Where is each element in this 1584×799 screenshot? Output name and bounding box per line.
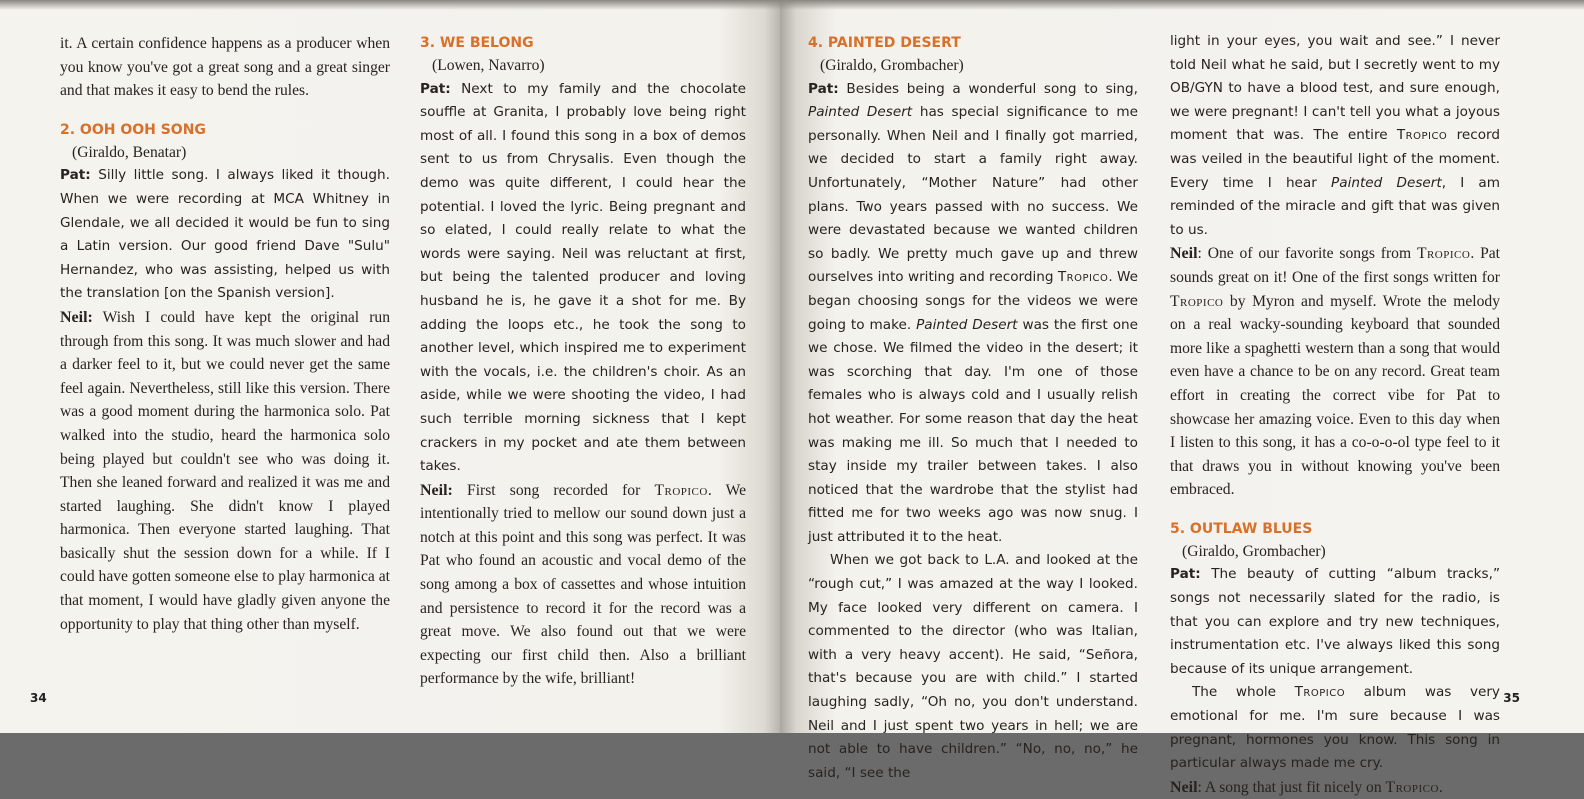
neil-comment-text: : A song that just fit nicely on [1197, 778, 1386, 796]
album-title-tropico: Tropico [1396, 127, 1448, 144]
neil-comment-text: : One of our favorite songs from [1197, 245, 1417, 263]
album-title-tropico: Tropico [1294, 684, 1346, 701]
song-heading-painted-desert: 4. PAINTED DESERT [808, 35, 961, 51]
speaker-label-pat: Pat: [420, 80, 451, 97]
pat-comment-text: Silly little song. I always liked it though. When we were recording at MCA Whitney in Glendale, we all decided it would be fun to sing a Latin version. Our good friend Dave "Sulu" Hernandez, who was assisting, helped us with the translation [on the Spanish version]. [60, 167, 390, 302]
album-title-tropico: Tropico [1057, 269, 1109, 286]
left-page [0, 0, 780, 733]
speaker-label-pat: Pat: [60, 167, 91, 184]
neil-comment-text: . We intentionally tried to mellow our sound down just a notch at this point and this song was perfect. It was Pat who found an acoustic and vocal demo of the song among a box of cassettes and whose intuition and persistence to record it for the record was a great move. We also found out that we were expecting our first child then. Also a brilliant performance by the wife, brilliant! [420, 481, 746, 688]
album-title-tropico: Tropico [654, 481, 708, 499]
page-number-right: 35 [1503, 691, 1520, 705]
neil-comment [420, 479, 746, 691]
neil-comment [1170, 242, 1500, 502]
speaker-label-pat: Pat: [1170, 566, 1201, 583]
pat-comment-text: Next to my family and the chocolate souffle at Granita, I probably love being right most of all. I found this song in a box of demos sent to us from Chrysalis. Even though the demo was quite different, I could hear the potential. I loved the lyric. Being pregnant and so elated, I could really relate to what the words were saying. Neil was reluctant at first, but being the talented producer and loving husband he is, he gave it a shot for me. By adding the loops etc., he took the song to another level, which inspired me to experiment with the vocals, i.e. the children's choir. As an aside, while we were shooting the video, I had such terrible morning sickness that I kept crackers in my pocket and ate them between takes. [420, 80, 746, 475]
right-page [780, 0, 1584, 796]
pat-comment-continued: When we got back to L.A. and looked at the “rough cut,” I was amazed at the way I looked. My face looked very different on camera. I commented to the director (who was Italian, with a very heavy accent). He said, “Señora, that's because you are with child.” I started laughing sadly, “Oh no, you don't understand. Neil and I just spent two years in hell; we are not able to have children.” “No, no, no,” he said, “I see the [808, 552, 1138, 781]
neil-comment-text: First song recorded for [452, 481, 655, 499]
neil-comment-text: Wish I could have kept the original run through from this song. It was much slower and had a darker feel to it, but we could never get the same feel again. Nevertheless, still like this version. There was a good moment during the harmonica solo. Pat walked into the studio, heard the harmonica solo being played but couldn't see who was doing it. Then she leaned forward and realized it was me and started laughing. She didn't know I played harmonica. Then everyone started laughing. That basically shut the session down for a while. If I could have gotten someone else to play harmonica at that moment, I would have gladly given anyone the opportunity to play that thing other than myself. [60, 308, 390, 633]
pat-comment-text: light in your eyes, you wait and see.” I never told Neil what he said, but I secretly went to my OB/GYN to have a blood test, and sure enough, we were pregnant! I can't tell you what a joyous moment that was. The entire [1170, 33, 1500, 144]
album-title-tropico: Tropico [1170, 292, 1224, 310]
neil-comment [60, 306, 390, 636]
speaker-label-pat: Pat: [808, 80, 839, 97]
song-heading-we-belong: 3. WE BELONG [420, 35, 534, 51]
neil-comment-text: . Pat sounds great on it! One of the first songs written for [1170, 245, 1500, 286]
song-title-painted-desert: Painted Desert [916, 316, 1018, 333]
song-heading-outlaw-blues: 5. OUTLAW BLUES [1170, 520, 1313, 537]
song-credit: (Giraldo, Benatar) [72, 143, 187, 161]
song-credit: (Lowen, Navarro) [432, 57, 545, 74]
pat-comment-text: The beauty of cutting “album tracks,” songs not necessarily slated for the radio, is that you can explore and try new techniques, instrumentation etc. I've always liked this song because of its unique arrangement. [1170, 566, 1500, 677]
pat-comment [808, 78, 1138, 550]
left-column-1 [60, 32, 390, 636]
pat-comment-text: Besides being a wonderful song to sing, [838, 80, 1138, 97]
pat-comment-continued [1170, 30, 1500, 242]
pat-comment [420, 78, 746, 479]
neil-comment-text: . [1438, 778, 1443, 796]
pat-comment-text: has special significance to me personally. When Neil and I finally got married, we decided to start a family right away. Unfortunately, “Mother Nature” had other plans. Two years passed with no success. We were devastated because we wanted children so badly. We pretty much gave up and threw ourselves into writing and recording [808, 104, 1138, 286]
scan-shadow [0, 0, 1584, 10]
left-column-2 [420, 32, 746, 691]
right-column-2 [1170, 30, 1500, 799]
speaker-label-neil: Neil: [420, 481, 453, 499]
speaker-label-neil: Neil [1170, 778, 1198, 796]
right-column-1 [808, 32, 1138, 785]
pat-comment-text: The whole [1192, 684, 1295, 701]
pat-comment-text: album was very emotional for me. I'm sure because I was pregnant, hormones you know. This song in particular always made me cry. [1170, 684, 1500, 772]
pat-comment [1170, 563, 1500, 681]
song-title-painted-desert: Painted Desert [808, 104, 913, 121]
pat-comment-text: , I am reminded of the miracle and gift that was given to us. [1170, 174, 1500, 238]
song-heading-ooh-ooh-song: 2. OOH OOH SONG [60, 121, 206, 138]
speaker-label-neil: Neil [1170, 245, 1198, 263]
pat-comment [60, 164, 390, 306]
pat-comment-text: was the first one we chose. We filmed the video in the desert; it was scorching that day. I'm one of those females who is always cold and I usually relish hot weather. For some reason that day the heat was making me ill. So much that I needed to stay inside my trailer between takes. I also noticed that the wardrobe that the stylist had fitted me for two weeks ago was now snug. I just attributed it to the heat. [808, 316, 1138, 545]
page-number-left: 34 [30, 691, 47, 705]
pat-comment-continued [1170, 681, 1500, 775]
song-title-painted-desert: Painted Desert [1331, 174, 1442, 191]
song-credit: (Giraldo, Grombacher) [1182, 542, 1326, 560]
pat-comment-text: record was veiled in the beautiful light of the moment. Every time I hear [1170, 127, 1500, 191]
album-title-tropico: Tropico [1416, 245, 1471, 263]
pat-comment-text: . We began choosing songs for the videos we were going to make. [808, 269, 1139, 333]
album-title-tropico: Tropico [1385, 778, 1439, 796]
neil-comment-text: by Myron and myself. Wrote the melody on a real wacky-sounding keyboard that sounded more like a spaghetti western than a song that would even have a chance to be on any record. Great team effort in creating the correct vibe for Pat to showcase her amazing voice. Even to this day when I listen to this song, it has a co-o-o-ol type feel to it that draws you in without knowing you've been embraced. [1170, 292, 1500, 499]
neil-comment [1170, 776, 1500, 799]
intro-paragraph: it. A certain confidence happens as a producer when you know you've got a great song and a great singer and that makes it easy to bend the rules. [60, 35, 390, 100]
speaker-label-neil: Neil: [60, 308, 93, 326]
song-credit: (Giraldo, Grombacher) [820, 57, 964, 74]
